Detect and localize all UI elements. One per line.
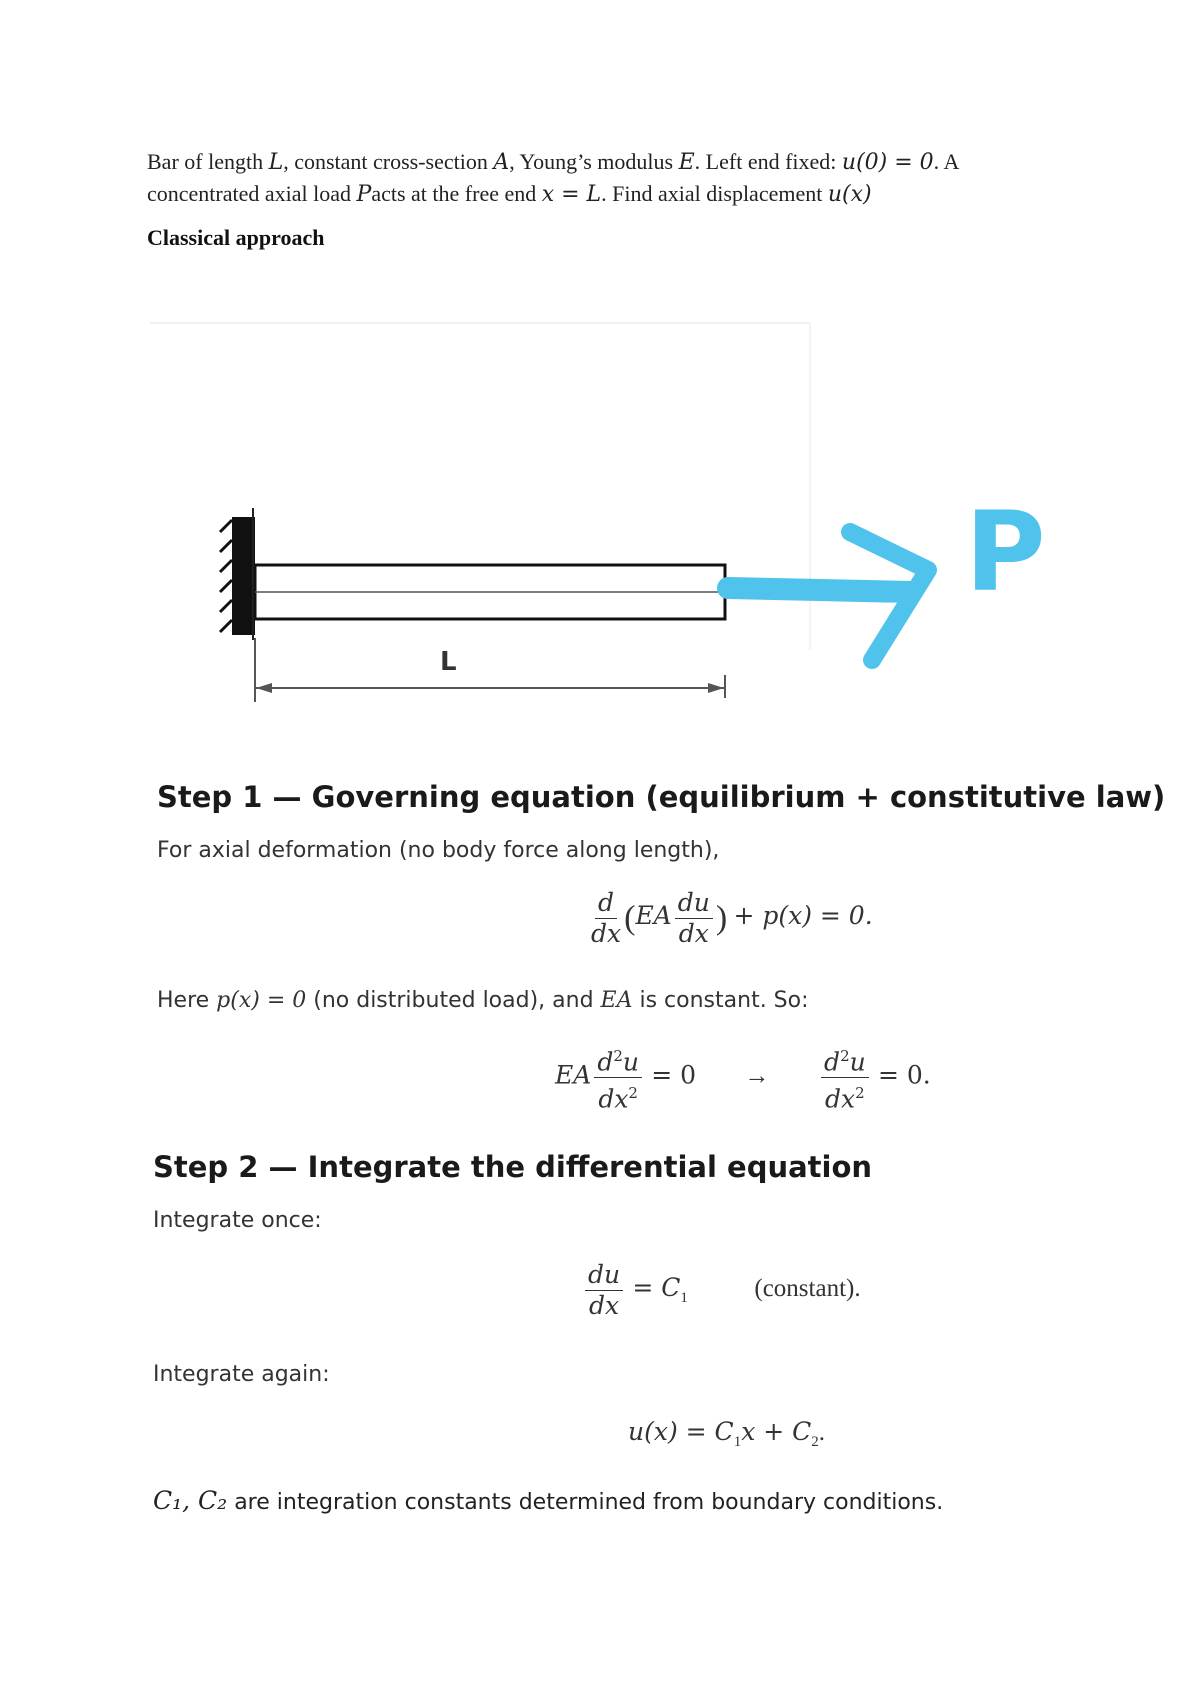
fixed-support — [232, 517, 255, 635]
math-E: E — [678, 150, 695, 175]
equation-first-integral — [582, 1262, 861, 1319]
numerator: d — [595, 890, 617, 919]
paren-close: ) — [715, 899, 728, 937]
math-EA: EA — [635, 901, 672, 931]
paren-open: ( — [624, 899, 636, 937]
dx: dx — [825, 1084, 856, 1114]
subscript: 2 — [811, 1434, 819, 1450]
constant-note: (constant). — [754, 1275, 861, 1303]
numerator — [594, 1043, 642, 1078]
u: u — [622, 1047, 639, 1077]
exp: 2 — [855, 1084, 865, 1103]
math-constants: C₁, C₂ — [153, 1486, 228, 1515]
problem-line-1 — [147, 146, 1047, 178]
period: . — [818, 1419, 826, 1446]
math-boundary-condition: u(0) = 0 — [841, 150, 934, 175]
bar-diagram-svg — [150, 270, 1050, 710]
step-1-title: Step 1 — Governing equation (equilibrium + constitutive law) — [157, 780, 1166, 814]
denominator: dx — [678, 919, 709, 948]
dimension-arrowhead-right — [708, 683, 724, 693]
step-1-text-1: For axial deformation (no body force along length), — [157, 838, 720, 863]
step-1-text-2 — [157, 988, 809, 1013]
text: . Left end fixed: — [694, 149, 842, 174]
math-rest: + p(x) = 0. — [733, 901, 873, 931]
math-u-of-x: u(x) — [827, 182, 872, 207]
math-P: P — [356, 182, 372, 207]
subscript: 1 — [680, 1290, 688, 1307]
math-A: A — [493, 150, 510, 175]
math-equals-zero: = 0 — [651, 1060, 697, 1090]
d: d — [597, 1047, 614, 1077]
problem-statement — [147, 146, 1047, 210]
step-2-title: Step 2 — Integrate the differential equation — [153, 1150, 873, 1184]
text: is constant. So: — [632, 988, 809, 1013]
bar-diagram — [150, 270, 1050, 715]
text: acts at the free end — [371, 181, 542, 206]
equation-governing — [588, 890, 873, 947]
math-EA: EA — [555, 1060, 592, 1090]
text: . A — [933, 149, 960, 174]
text: are integration constants determined from boundary conditions. — [227, 1490, 944, 1515]
fraction-du-dx — [675, 890, 713, 947]
math-x-equals-L: x = L — [541, 182, 602, 207]
math-equals-zero: = 0. — [877, 1060, 931, 1090]
step-2-text-2: Integrate again: — [153, 1362, 330, 1387]
text: , Young’s modulus — [509, 149, 679, 174]
classical-approach-heading: Classical approach — [147, 225, 325, 250]
denominator: dx — [589, 1291, 620, 1320]
exp: 2 — [628, 1084, 638, 1103]
math-EA: EA — [600, 988, 633, 1013]
math-p-of-x: p(x) = 0 — [216, 988, 307, 1013]
numerator: du — [675, 890, 713, 919]
fraction-du-dx — [585, 1262, 623, 1319]
dimension-arrowhead-left — [256, 683, 272, 693]
step-2-text-1: Integrate once: — [153, 1208, 322, 1233]
d: d — [824, 1047, 841, 1077]
dx: dx — [598, 1084, 629, 1114]
text: Here — [157, 988, 217, 1013]
equation-second-order — [555, 1043, 931, 1113]
numerator: du — [585, 1262, 623, 1291]
math-lhs: u(x) = C — [628, 1417, 734, 1446]
exp: 2 — [840, 1047, 850, 1065]
fraction-d-dx — [591, 890, 621, 947]
math-C: = C — [632, 1273, 681, 1303]
exp: 2 — [613, 1047, 623, 1065]
math-mid: x + C — [741, 1417, 812, 1446]
text: . Find axial displacement — [601, 181, 828, 206]
subscript: 1 — [733, 1434, 742, 1450]
equation-second-integral — [628, 1417, 825, 1451]
implies-arrow: → — [744, 1062, 770, 1090]
wall-hatching — [220, 520, 232, 632]
math-L: L — [268, 150, 284, 175]
load-label: P — [965, 488, 1046, 616]
fraction-d2u-dx2 — [594, 1043, 642, 1113]
text: , constant cross-section — [283, 149, 494, 174]
load-arrow — [728, 532, 928, 660]
fraction-d2u-dx2 — [821, 1043, 869, 1113]
step-2-text-3 — [153, 1486, 943, 1515]
numerator — [821, 1043, 869, 1078]
length-label: L — [440, 647, 457, 677]
text: concentrated axial load — [147, 181, 357, 206]
u: u — [849, 1047, 866, 1077]
problem-line-2 — [147, 178, 1047, 210]
denominator: dx — [591, 919, 622, 948]
text: (no distributed load), and — [306, 988, 601, 1013]
denominator — [825, 1078, 865, 1112]
denominator — [598, 1078, 638, 1112]
text: Bar of length — [147, 149, 269, 174]
